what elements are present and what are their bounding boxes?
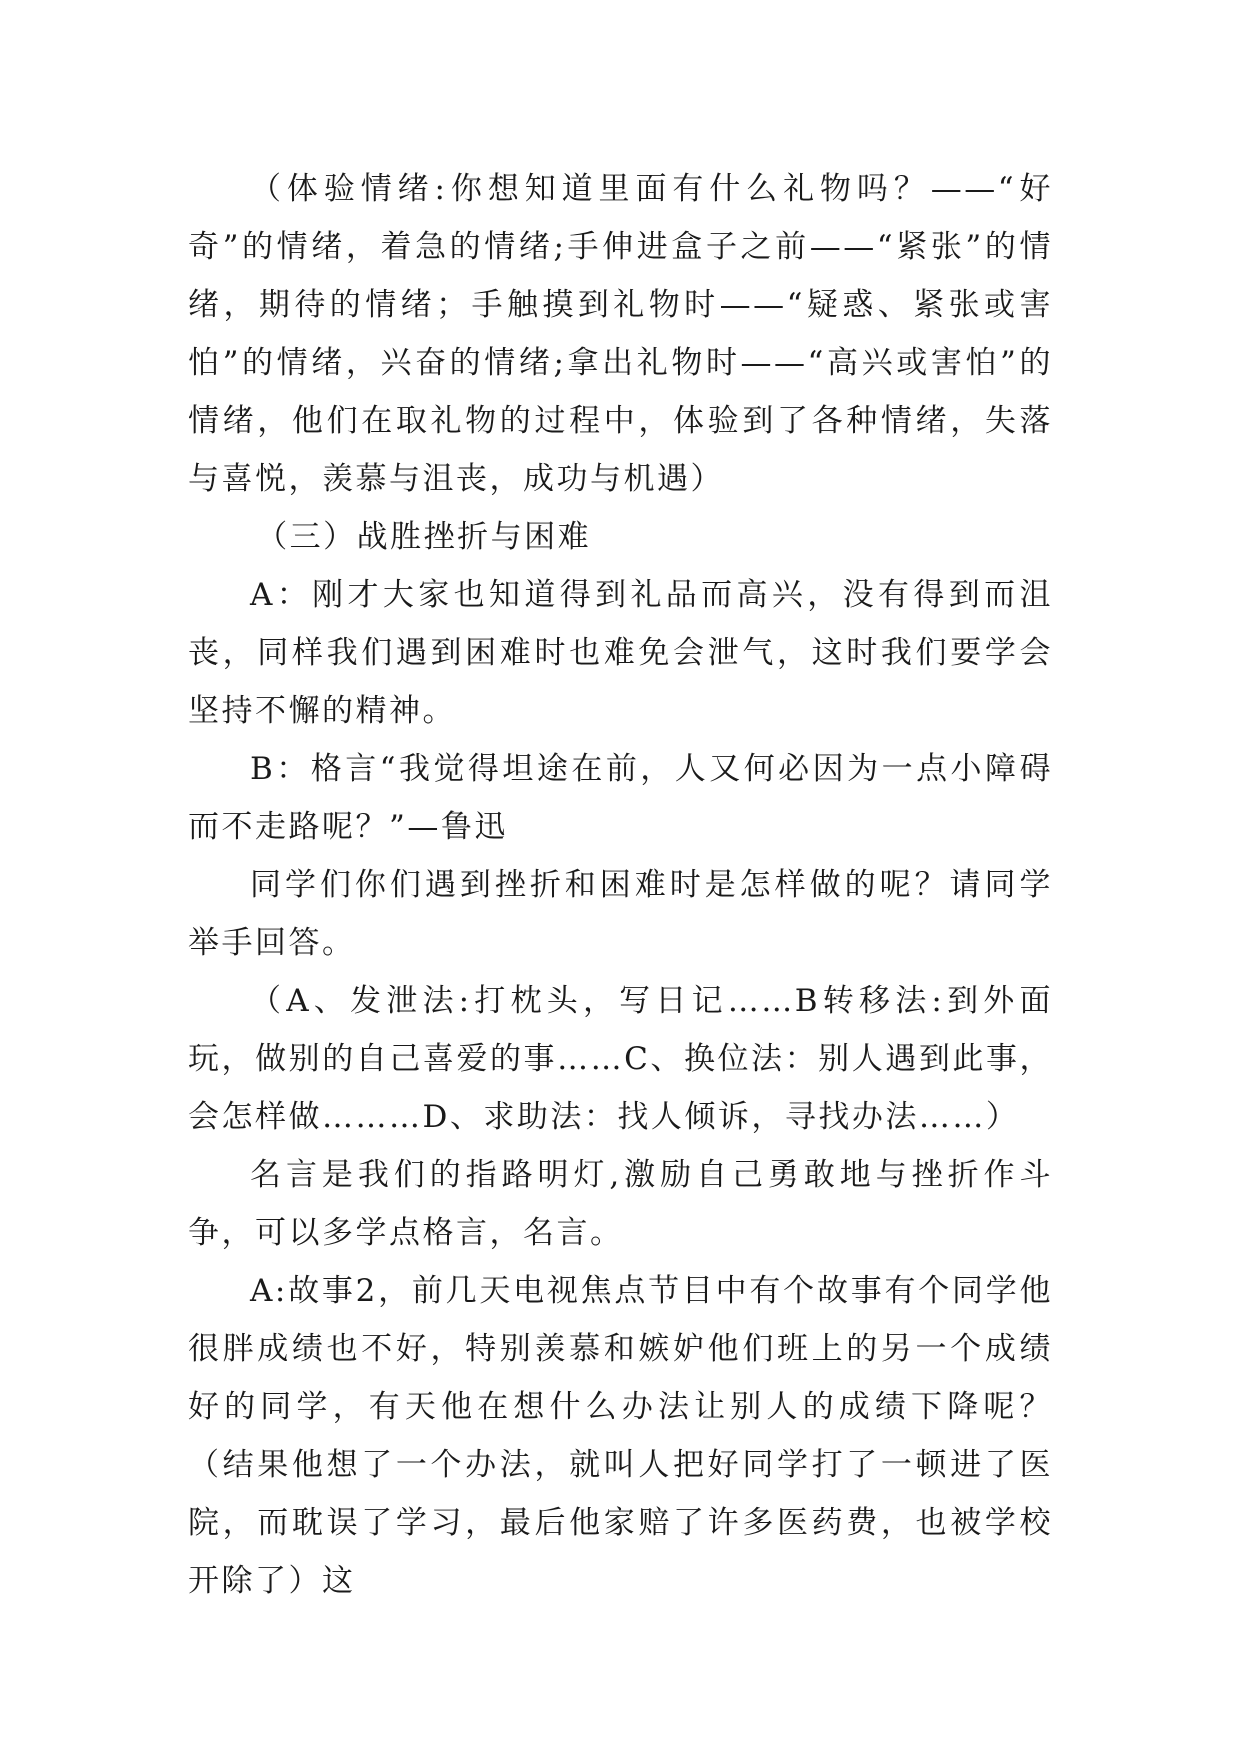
paragraph-b-lu-xun-quote: B：格言“我觉得坦途在前，人又何必因为一点小障碍而不走路呢？”—鲁迅 (188, 751, 1053, 845)
paragraph-coping-methods: （A、发泄法:打枕头，写日记……B转移法:到外面玩，做别的自己喜爱的事……C、换位法：别人遇到此事，会怎样做………D、求助法：找人倾诉，寻找办法……） (188, 983, 1053, 1135)
document-body (188, 160, 1053, 1610)
paragraph-story-2: A:故事2，前几天电视焦点节目中有个故事有个同学他很胖成绩也不好，特别羡慕和嫉妒他们班上的另一个成绩好的同学，有天他在想什么办法让别人的成绩下降呢？（结果他想了一个办法，就叫人把好同学打了一顿进了医院，而耽误了学习，最后他家赔了许多医药费，也被学校开除了）这 (188, 1273, 1053, 1599)
paragraph-emotion-experience: （体验情绪:你想知道里面有什么礼物吗？——“好奇”的情绪，着急的情绪;手伸进盒子之前——“紧张”的情绪，期待的情绪；手触摸到礼物时——“疑惑、紧张或害怕”的情绪，兴奋的情绪;拿出礼物时——“高兴或害怕”的情绪，他们在取礼物的过程中，体验到了各种情绪，失落与喜悦，羡慕与沮丧，成功与机遇） (188, 171, 1053, 497)
paragraph-a-perseverance: A：刚才大家也知道得到礼品而高兴，没有得到而沮丧，同样我们遇到困难时也难免会泄气，这时我们要学会坚持不懈的精神。 (188, 577, 1053, 729)
paragraph-famous-sayings: 名言是我们的指路明灯,激励自己勇敢地与挫折作斗争，可以多学点格言，名言。 (188, 1157, 1053, 1251)
section-heading-overcome-setbacks: （三）战胜挫折与困难 (256, 519, 592, 555)
paragraph-question-to-students: 同学们你们遇到挫折和困难时是怎样做的呢？请同学举手回答。 (188, 867, 1053, 961)
